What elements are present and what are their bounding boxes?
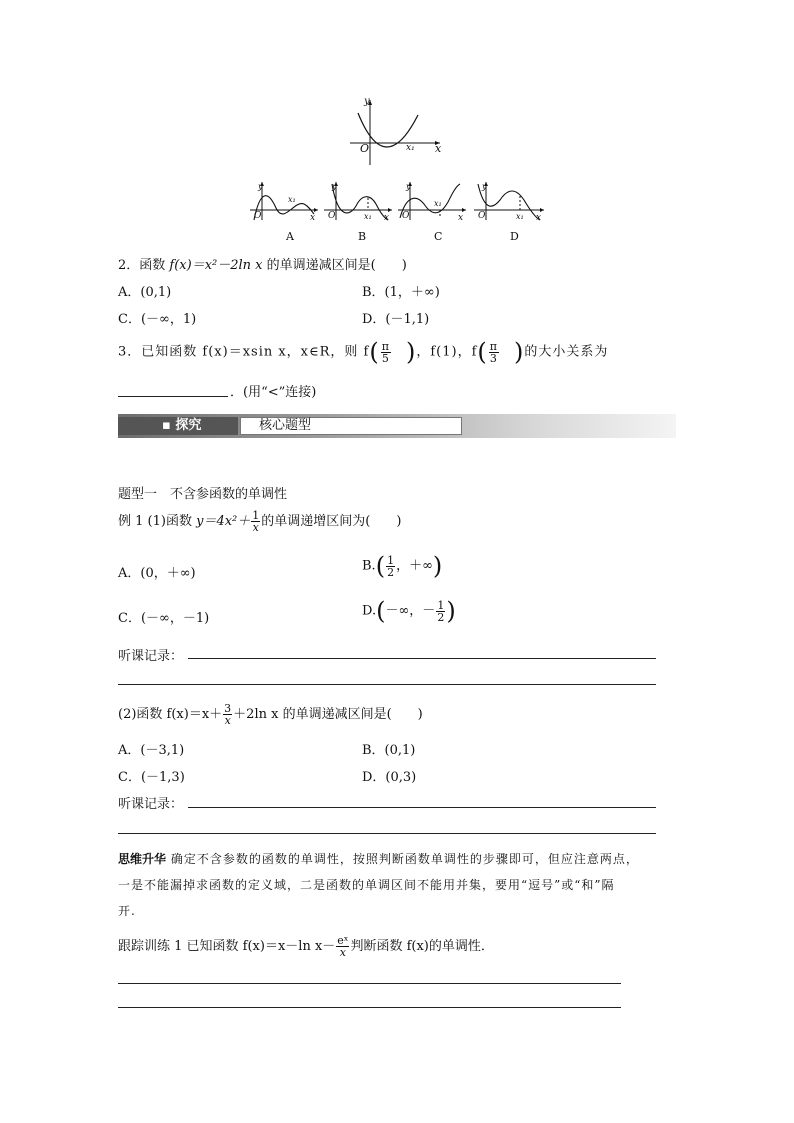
ex1-q2-option-a: A．(－3,1)	[118, 743, 185, 758]
svg-text:y: y	[406, 182, 411, 191]
svg-text:x: x	[310, 213, 316, 222]
option-label-c: C	[434, 230, 443, 243]
main-origin-label: O	[360, 142, 370, 155]
svg-text:y: y	[258, 182, 263, 191]
tip-label: 思维升华	[118, 852, 167, 866]
banner-explore: ▪ 探究	[118, 417, 238, 435]
answer-line-2[interactable]	[118, 1007, 621, 1008]
ex1-q2-option-b: B．(0,1)	[362, 743, 416, 758]
record-line-1b[interactable]	[118, 684, 656, 685]
main-axis-x-label: x	[435, 142, 442, 155]
svg-text:O: O	[254, 211, 262, 221]
tracking-exercise-1: 跟踪训练 1 已知函数 f(x)＝x－ln x－ $\frac{\text{eˣ}}{x}$ 判断函数 f(x)的单调性．	[118, 934, 494, 959]
option-label-a: A	[286, 230, 294, 243]
svg-text:O: O	[402, 211, 410, 221]
svg-text:x: x	[458, 213, 464, 222]
option-label-d: D	[510, 230, 519, 243]
example-1-q1: 例 1 (1)函数 y＝4x²＋ $\frac{1}{x}$ 的单调递增区间为( )	[118, 509, 402, 534]
option-graph-b	[322, 180, 394, 222]
thinking-tip: 思维升华 确定不含参数的函数的单调性，按照判断函数单调性的步骤即可，但应注意两点， 一是不能漏掉求函数的定义域，二是函数的单调区间不能用并集，要用“逗号”或“和”隔 开.	[118, 852, 639, 918]
svg-text:x: x	[536, 213, 542, 222]
main-axis-y-label: y	[364, 96, 370, 107]
fraction-1-over-x: $\frac{1}{x}$	[252, 509, 260, 534]
type1-title: 题型一 不含参函数的单调性	[118, 487, 288, 502]
svg-text:x: x	[384, 213, 390, 222]
q2-function: f(x)＝x²－2ln x	[169, 258, 263, 273]
record-line-1a[interactable]	[188, 658, 656, 659]
svg-text:x₁: x₁	[288, 195, 296, 204]
svg-text:x₁: x₁	[516, 212, 524, 221]
fraction-1-over-2: $\frac{1}{2}$	[387, 553, 395, 579]
svg-text:O: O	[328, 211, 336, 221]
svg-text:O: O	[478, 211, 486, 221]
q2-option-a: A．(0,1)	[118, 285, 172, 300]
q3-line2: ．(用“<”连接)	[230, 385, 317, 400]
svg-text:x₁: x₁	[434, 199, 442, 208]
option-graph-c	[396, 180, 468, 222]
main-root-label: x₁	[406, 143, 415, 153]
fraction-ex-over-x: $\frac{\text{eˣ}}{x}$	[337, 934, 349, 959]
svg-text:y: y	[332, 182, 337, 191]
record-label-1: 听课记录：	[118, 649, 184, 664]
record-line-2b[interactable]	[118, 833, 656, 834]
option-label-b: B	[358, 230, 367, 243]
fraction-3-over-x: $\frac{3}{x}$	[224, 702, 232, 727]
option-graph-a	[248, 180, 320, 222]
derivative-graph	[340, 95, 450, 170]
question-2: 2．函数 f(x)＝x²－2ln x 的单调递减区间是( )	[118, 258, 407, 273]
svg-text:y: y	[482, 182, 487, 191]
question-3: 3．已知函数 f(x)＝xsin x，x∈R，则 f( $\frac{\pi}{5}$ )，f(1)，f( $\frac{\pi}{3}$ )的大小关系为	[118, 338, 609, 366]
option-graph-d	[472, 180, 546, 222]
ex1-q2-option-d: D．(0,3)	[362, 770, 417, 785]
fraction-pi-5: $\frac{\pi}{5}$	[381, 339, 390, 365]
ex1-option-a: A．(0，＋∞)	[118, 566, 196, 581]
q3-answer-blank[interactable]	[118, 396, 228, 397]
answer-line-1[interactable]	[118, 983, 621, 984]
record-line-2a[interactable]	[188, 807, 656, 808]
svg-text:x₁: x₁	[364, 212, 372, 221]
example-1-q2: (2)函数 f(x)＝x＋ $\frac{3}{x}$ ＋2ln x 的单调递减区间是( )	[118, 702, 423, 727]
q2-option-c: C．(－∞，1)	[118, 312, 197, 327]
banner-core-topics: 核心题型	[240, 417, 462, 435]
section-banner	[118, 414, 676, 438]
ex1-q2-option-c: C．(－1,3)	[118, 770, 185, 785]
fraction-pi-3: $\frac{\pi}{3}$	[489, 339, 499, 365]
fraction-1-over-2-d: $\frac{1}{2}$	[437, 598, 445, 624]
record-label-2: 听课记录：	[118, 797, 184, 812]
q2-option-b: B．(1，＋∞)	[362, 285, 440, 300]
ex1-option-d: D.(－∞，－ $\frac{1}{2}$ )	[362, 597, 456, 625]
ex1-option-c: C．(－∞，－1)	[118, 611, 210, 626]
ex1-option-b: B.( $\frac{1}{2}$ ，＋∞)	[362, 552, 443, 580]
q2-option-d: D．(－1,1)	[362, 312, 430, 327]
